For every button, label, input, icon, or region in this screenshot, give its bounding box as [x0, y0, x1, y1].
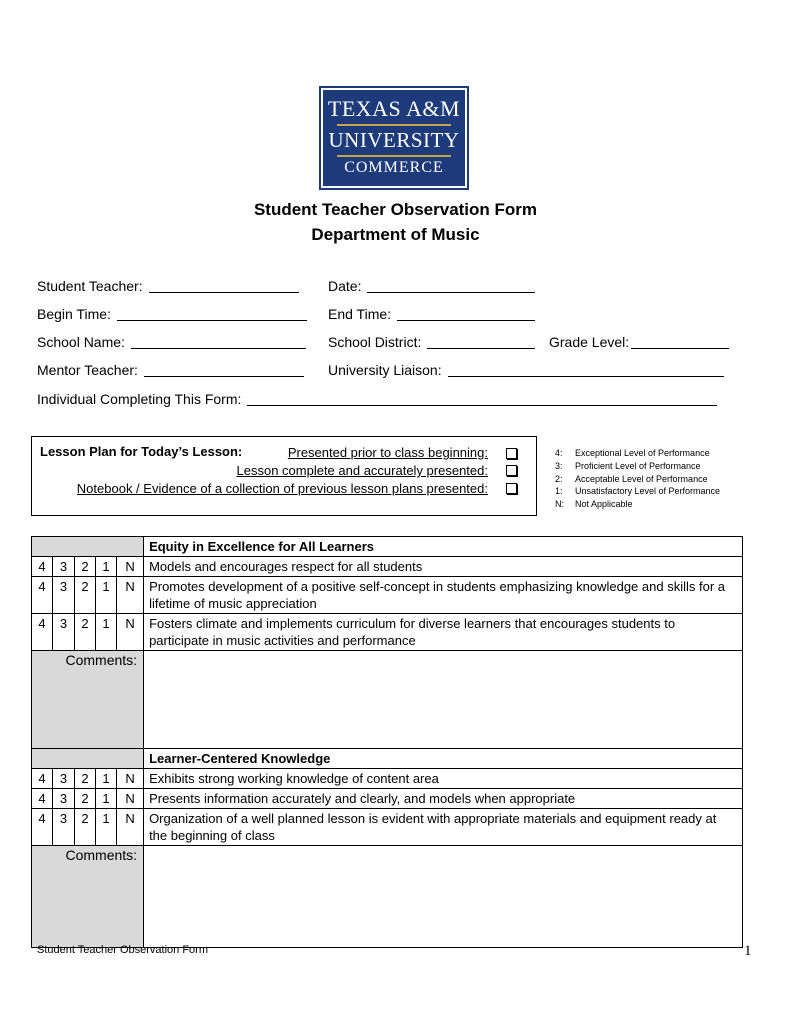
end-time-label: End Time: — [328, 306, 392, 322]
legend-item — [555, 461, 701, 471]
table-row — [32, 577, 743, 614]
legend-label: Unsatisfactory Level of Performance — [575, 486, 721, 496]
legend-item — [555, 486, 720, 496]
university-liaison-field[interactable] — [328, 362, 724, 378]
page-subtitle: Department of Music — [311, 225, 480, 244]
lesson-plan-item-3: Notebook / Evidence of a collection of previous lesson plans presented: — [76, 481, 488, 496]
score-4[interactable]: 4 — [32, 577, 53, 614]
school-name-label: School Name: — [37, 334, 125, 350]
score-1[interactable]: 1 — [96, 769, 117, 789]
score-3[interactable]: 3 — [53, 769, 75, 789]
score-2[interactable]: 2 — [75, 557, 96, 577]
criterion-text: Presents information accurately and clearly, and models when appropriate — [144, 789, 743, 809]
university-liaison-label: University Liaison: — [328, 362, 442, 378]
score-2[interactable]: 2 — [75, 614, 96, 651]
grade-level-label: Grade Level: — [549, 334, 630, 350]
score-n[interactable]: N — [117, 769, 144, 789]
table-row — [32, 769, 743, 789]
page-title: Student Teacher Observation Form — [253, 200, 538, 219]
score-1[interactable]: 1 — [96, 789, 117, 809]
comments-area[interactable] — [144, 846, 743, 948]
logo-line-1: TEXAS A&M — [327, 96, 461, 121]
section-title: Learner-Centered Knowledge — [144, 749, 743, 769]
mentor-teacher-label: Mentor Teacher: — [37, 362, 138, 378]
lesson-plan-checkbox-1[interactable] — [506, 448, 517, 459]
section-header-row — [32, 749, 743, 769]
score-4[interactable]: 4 — [32, 557, 53, 577]
lesson-plan-item-2: Lesson complete and accurately presented: — [236, 463, 488, 478]
score-n[interactable]: N — [117, 614, 144, 651]
criterion-text: Fosters climate and implements curriculum for diverse learners that encourages students to participate in music activities and performance — [144, 614, 743, 651]
table-row — [32, 809, 743, 846]
score-2[interactable]: 2 — [75, 809, 96, 846]
legend-label: Exceptional Level of Performance — [575, 448, 710, 458]
student-teacher-field[interactable] — [37, 278, 299, 294]
school-district-label: School District: — [328, 334, 422, 350]
score-1[interactable]: 1 — [96, 614, 117, 651]
mentor-teacher-field[interactable] — [37, 362, 304, 378]
section-title: Equity in Excellence for All Learners — [144, 537, 743, 557]
individual-completing-field[interactable] — [37, 391, 717, 407]
school-name-line[interactable] — [131, 334, 306, 349]
page-number: 1 — [744, 943, 752, 959]
table-row — [32, 614, 743, 651]
score-3[interactable]: 3 — [53, 809, 75, 846]
begin-time-field[interactable] — [37, 306, 307, 322]
score-1[interactable]: 1 — [96, 809, 117, 846]
score-n[interactable]: N — [117, 809, 144, 846]
score-3[interactable]: 3 — [53, 557, 75, 577]
criterion-text: Organization of a well planned lesson is evident with appropriate materials and equipment ready at the beginning of class — [144, 809, 743, 846]
legend-label: Not Applicable — [575, 499, 633, 509]
criterion-text: Exhibits strong working knowledge of content area — [144, 769, 743, 789]
logo-line-3: COMMERCE — [344, 159, 444, 176]
score-4[interactable]: 4 — [32, 769, 53, 789]
date-field[interactable] — [328, 278, 535, 294]
evaluation-table — [31, 536, 743, 948]
mentor-teacher-line[interactable] — [144, 362, 304, 377]
comments-label: Comments: — [32, 651, 144, 749]
begin-time-label: Begin Time: — [37, 306, 111, 322]
score-2[interactable]: 2 — [75, 789, 96, 809]
table-row — [32, 557, 743, 577]
school-name-field[interactable] — [37, 334, 306, 350]
score-4[interactable]: 4 — [32, 809, 53, 846]
end-time-line[interactable] — [397, 306, 535, 321]
legend-key: 3: — [555, 461, 563, 471]
score-n[interactable]: N — [117, 557, 144, 577]
score-n[interactable]: N — [117, 577, 144, 614]
legend-key: 2: — [555, 474, 563, 484]
legend-key: N: — [555, 499, 564, 509]
legend-item — [555, 448, 710, 458]
grade-level-line[interactable] — [631, 334, 729, 349]
date-line[interactable] — [367, 278, 535, 293]
student-teacher-label: Student Teacher: — [37, 278, 143, 294]
individual-completing-label: Individual Completing This Form: — [37, 391, 242, 407]
lesson-plan-checkbox-3[interactable] — [506, 483, 517, 494]
logo-line-2: UNIVERSITY — [328, 128, 460, 152]
legend-key: 1: — [555, 486, 563, 496]
score-2[interactable]: 2 — [75, 577, 96, 614]
legend-label: Proficient Level of Performance — [575, 461, 701, 471]
comments-row — [32, 846, 743, 948]
section-header-row — [32, 537, 743, 557]
comments-label: Comments: — [32, 846, 144, 948]
lesson-plan-checkbox-2[interactable] — [506, 465, 517, 476]
school-district-line[interactable] — [427, 334, 535, 349]
grade-level-field[interactable] — [549, 334, 729, 350]
score-2[interactable]: 2 — [75, 769, 96, 789]
school-district-field[interactable] — [328, 334, 535, 350]
comments-row — [32, 651, 743, 749]
score-3[interactable]: 3 — [53, 614, 75, 651]
score-4[interactable]: 4 — [32, 789, 53, 809]
score-1[interactable]: 1 — [96, 557, 117, 577]
criterion-text: Models and encourages respect for all students — [144, 557, 743, 577]
score-4[interactable]: 4 — [32, 614, 53, 651]
score-3[interactable]: 3 — [53, 577, 75, 614]
lesson-plan-item-1: Presented prior to class beginning: — [287, 445, 488, 460]
legend-item — [555, 474, 708, 484]
score-n[interactable]: N — [117, 789, 144, 809]
comments-area[interactable] — [144, 651, 743, 749]
table-row — [32, 789, 743, 809]
score-1[interactable]: 1 — [96, 577, 117, 614]
university-logo — [321, 88, 467, 188]
student-teacher-line[interactable] — [149, 278, 299, 293]
score-3[interactable]: 3 — [53, 789, 75, 809]
individual-completing-line[interactable] — [247, 391, 717, 406]
university-liaison-line[interactable] — [448, 362, 724, 377]
legend-key: 4: — [555, 448, 563, 458]
criterion-text: Promotes development of a positive self-concept in students emphasizing knowledge and skills for a lifetime of music appreciation — [144, 577, 743, 614]
end-time-field[interactable] — [328, 306, 535, 322]
date-label: Date: — [328, 278, 362, 294]
legend-label: Acceptable Level of Performance — [575, 474, 708, 484]
lesson-plan-heading: Lesson Plan for Today’s Lesson: — [40, 444, 243, 459]
footer-text: Student Teacher Observation Form — [37, 944, 208, 956]
legend-item — [555, 499, 633, 509]
begin-time-line[interactable] — [117, 306, 307, 321]
